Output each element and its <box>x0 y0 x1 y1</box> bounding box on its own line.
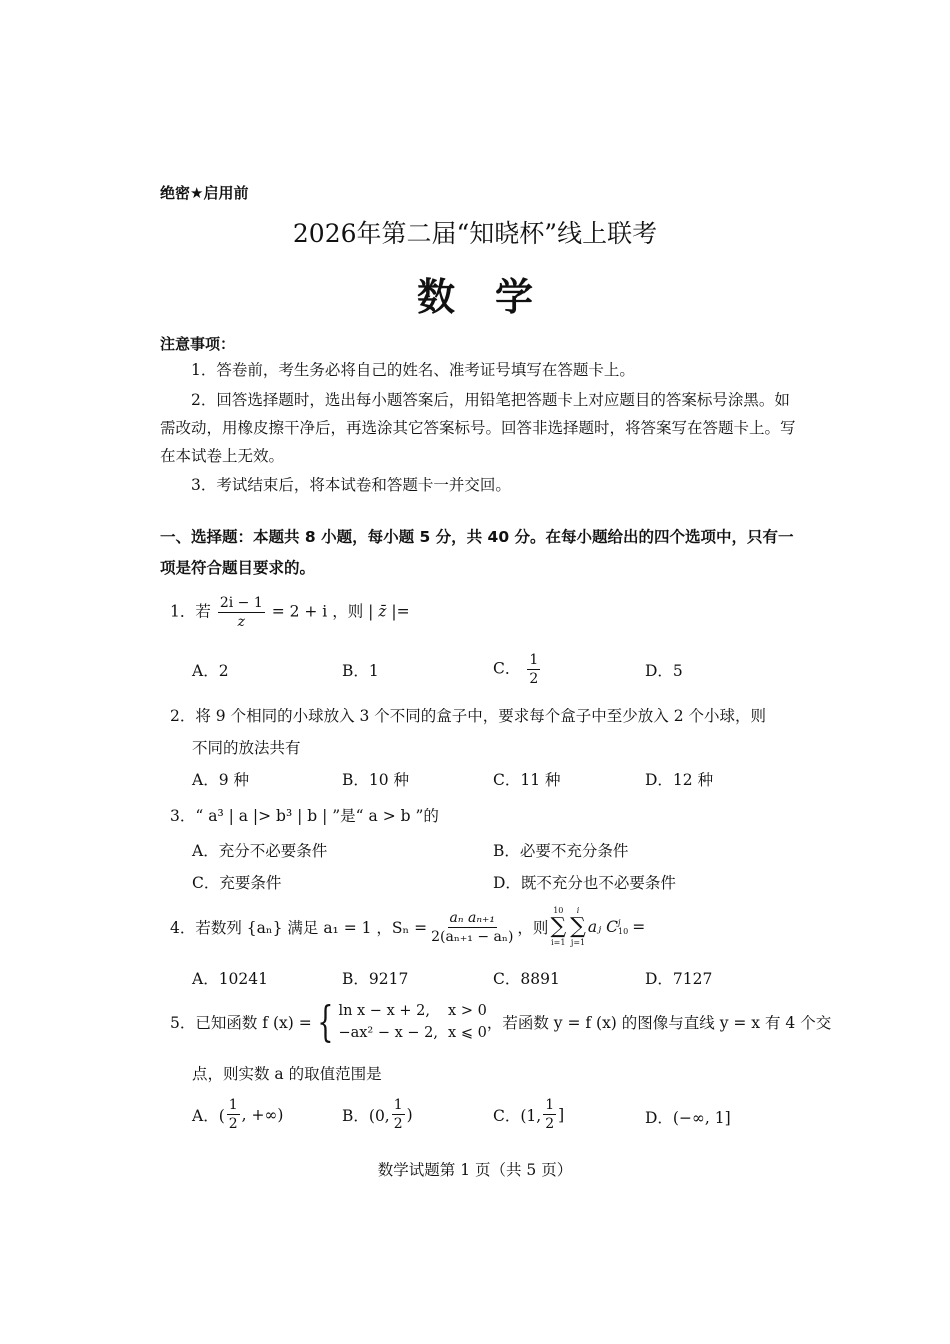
q5-option-c-den: 2 <box>545 1116 555 1132</box>
q4-option-a: A．10241 <box>192 970 269 988</box>
q2-option-b: B．10 种 <box>342 771 410 789</box>
question-1 <box>170 594 410 631</box>
q1-abs: | z̄ |= <box>368 602 410 621</box>
q4-fraction <box>429 909 515 946</box>
q5-piecewise <box>312 997 487 1046</box>
q3-option-c: C．充要条件 <box>192 874 282 892</box>
q2-line2: 不同的放法共有 <box>192 739 301 757</box>
q1-option-a: A．2 <box>192 662 229 680</box>
q5-case-2 <box>338 1022 486 1044</box>
q1-option-c-den: 2 <box>529 671 539 687</box>
q4-pre: 4．若数列 {aₙ} 满足 a₁ = 1 ，Sₙ = <box>170 919 428 937</box>
q4-sum-1-bot: i=1 <box>551 938 566 947</box>
notes-heading: 注意事项： <box>160 335 236 353</box>
q5-option-a-frac <box>227 1096 240 1133</box>
q4-comb-sub: 10 <box>618 927 629 936</box>
note-item-2: 2．回答选择题时，选出每小题答案后，用铅笔把答题卡上对应题目的答案标号涂黑。如需改动，用橡皮擦干净后，再选涂其它答案标号。回答非选择题时，将答案写在答题卡上。写在本试卷上无效。 <box>160 391 796 465</box>
q5-option-b-den: 2 <box>393 1116 403 1132</box>
q5-case-1-cond: x > 0 <box>448 1003 487 1019</box>
q5-option-b-pre: B．(0, <box>342 1106 390 1125</box>
q5-case-2-cond: x ⩽ 0 <box>448 1025 487 1041</box>
q4-equals: = <box>632 918 646 936</box>
q5-option-a-pre: A．( <box>192 1106 225 1125</box>
q5-option-c <box>493 1096 564 1133</box>
q5-option-c-num: 1 <box>545 1097 555 1113</box>
q1-option-b: B．1 <box>342 662 379 680</box>
q1-option-c <box>493 651 542 688</box>
q5-option-d: D．(−∞, 1] <box>645 1109 731 1127</box>
section-1-heading <box>160 522 796 584</box>
q1-option-c-num: 1 <box>529 652 539 668</box>
q2-option-a: A．9 种 <box>192 771 249 789</box>
subject-title: 数学 <box>416 275 573 319</box>
page-footer: 数学试题第 1 页（共 5 页） <box>377 1161 573 1179</box>
q5-option-c-post: ] <box>558 1105 565 1124</box>
q1-option-d: D．5 <box>645 662 683 680</box>
q1-frac-den: z <box>237 614 245 630</box>
q4-option-b: B．9217 <box>342 970 409 988</box>
q1-num: 1．若 <box>170 602 211 621</box>
q4-summand: aⱼ C <box>587 918 618 936</box>
q1-rest: = 2 + i ，则 <box>271 602 364 621</box>
q3-option-d: D．既不充分也不必要条件 <box>493 874 676 892</box>
q4-double-sum <box>548 906 645 948</box>
question-4 <box>170 906 645 948</box>
q5-option-a-num: 1 <box>228 1097 238 1113</box>
q2-option-d: D．12 种 <box>645 771 714 789</box>
q4-comb-sup: j <box>618 918 621 927</box>
q3-stem: 3．“ a³ | a |> b³ | b | ”是“ a > b ”的 <box>170 807 439 825</box>
q5-option-a-den: 2 <box>228 1116 238 1132</box>
q4-option-c: C．8891 <box>493 970 560 988</box>
q1-fraction <box>218 594 265 631</box>
q5-case-1-expr: ln x − x + 2, <box>338 1003 430 1019</box>
q4-sigma-2: ∑ <box>570 914 586 939</box>
q2-option-c: C．11 种 <box>493 771 561 789</box>
q4-sum-1 <box>550 906 566 948</box>
q3-option-b: B．必要不充分条件 <box>493 842 629 860</box>
q5-post: ，若函数 y = f (x) 的图像与直线 y = x 有 4 个交 <box>486 1014 832 1032</box>
q4-sum-2-bot: j=1 <box>570 938 586 947</box>
q2-line1: 2．将 9 个相同的小球放入 3 个不同的盒子中，要求每个盒子中至少放入 2 个小球，则 <box>170 707 767 725</box>
q1-frac-num: 2i − 1 <box>219 595 263 611</box>
q5-case-1 <box>338 1000 486 1022</box>
q4-sum-2 <box>570 906 586 948</box>
q5-option-a-post: , +∞) <box>241 1105 284 1124</box>
section-1-heading-text: 一、选择题：本题共 8 小题，每小题 5 分，共 40 分。在每小题给出的四个选项中，只有一项是符合题目要求的。 <box>160 528 794 577</box>
q1-option-c-label: C． <box>493 659 521 678</box>
q5-brace: { <box>317 997 334 1046</box>
q4-sum-2-top: i <box>576 906 580 915</box>
q5-option-a <box>192 1096 283 1133</box>
q5-option-b <box>342 1096 413 1133</box>
q5-line2: 点，则实数 a 的取值范围是 <box>192 1065 382 1083</box>
q4-option-d: D．7127 <box>645 970 713 988</box>
q5-option-b-post: ) <box>406 1105 413 1124</box>
q1-option-c-frac <box>527 651 540 688</box>
q5-case-2-expr: −ax² − x − 2, <box>338 1025 438 1041</box>
note-item-3: 3．考试结束后，将本试卷和答题卡一并交回。 <box>191 476 511 494</box>
q4-post: ，则 <box>517 919 549 937</box>
q4-frac-den: 2(aₙ₊₁ − aₙ) <box>431 928 514 945</box>
q5-option-b-num: 1 <box>393 1097 403 1113</box>
q5-pre: 5．已知函数 f (x) = <box>170 1014 312 1032</box>
q4-comb-scripts <box>618 918 628 936</box>
exam-title: 2026年第二届“知晓杯”线上联考 <box>292 219 658 248</box>
q5-option-b-frac <box>392 1096 405 1133</box>
q5-option-c-pre: C．(1, <box>493 1106 542 1125</box>
note-item-1: 1．答卷前，考生务必将自己的姓名、准考证号填写在答题卡上。 <box>191 361 635 379</box>
q4-sigma-1: ∑ <box>550 914 567 939</box>
q5-option-c-frac <box>543 1096 556 1133</box>
q5-cases <box>338 1000 486 1044</box>
confidential-label: 绝密★启用前 <box>160 184 249 202</box>
q4-frac-num: aₙ aₙ₊₁ <box>449 909 496 926</box>
q4-sum-1-top: 10 <box>553 906 564 915</box>
q3-option-a: A．充分不必要条件 <box>192 842 328 860</box>
question-5 <box>170 997 832 1046</box>
